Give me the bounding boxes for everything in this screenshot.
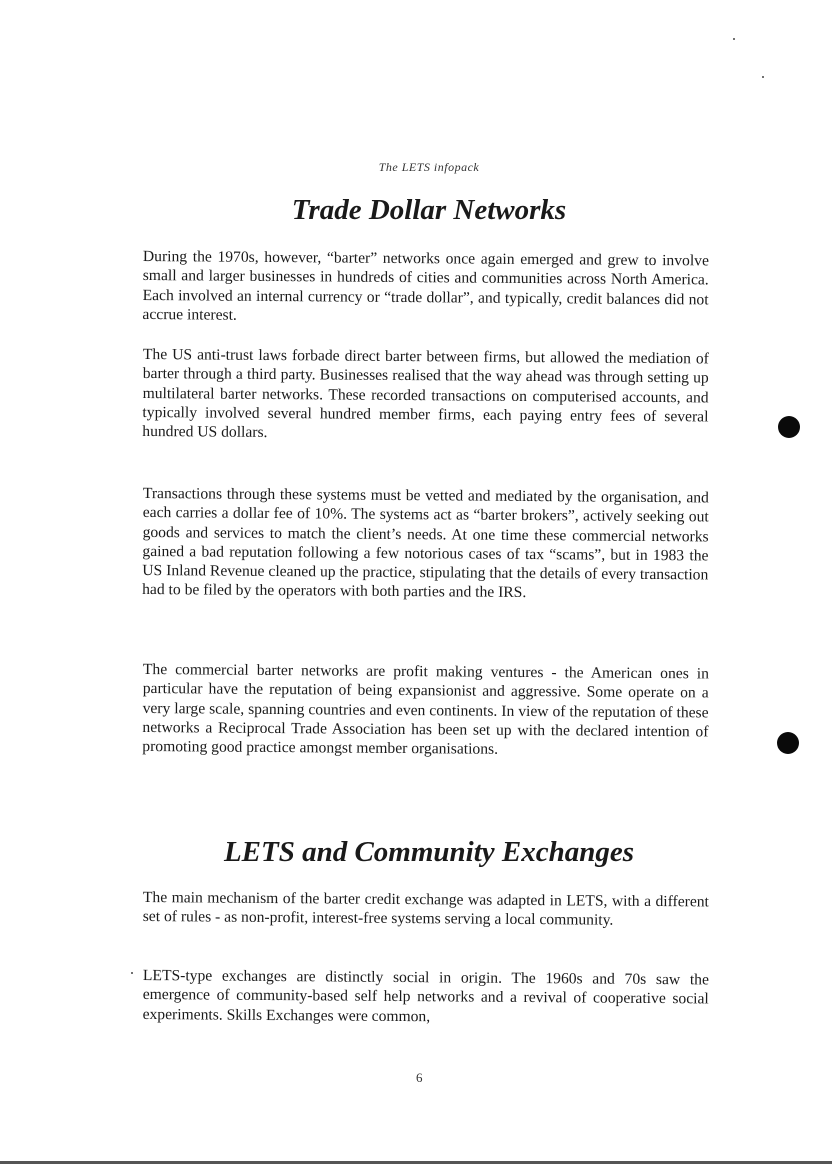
paragraph: LETS-type exchanges are distinctly social in origin. The 1960s and 70s saw the emergence of community-based self help networks and a revival of cooperative social experiments. Skills Exchanges were common, — [142, 966, 709, 1025]
paragraph: The US anti-trust laws forbade direct barter between firms, but allowed the mediation of barter through a third party. Businesses realised that the way ahead was through setting up multilateral barter networks. These recorded transactions on computerised accounts, and typically involved several hundred member firms, each paying entry fees of several hundred US dollars. — [142, 345, 709, 442]
section-title-lets-community-exchanges: LETS and Community Exchanges — [223, 836, 635, 868]
paragraph: Transactions through these systems must be vetted and mediated by the organisation, and each carries a dollar fee of 10%. The systems act as “barter brokers”, actively seeking out goods and services to match the client’s needs. At one time these commercial networks gained a bad reputation following a few notorious cases of tax “scams”, but in 1983 the US Inland Revenue cleaned up the practice, stipulating that the details of every transaction had to be filed by the operators with both parties and the IRS. — [142, 484, 709, 602]
paragraph: During the 1970s, however, “barter” networks once again emerged and grew to involve small and larger businesses in hundreds of cities and communities across North America. Each involved an internal currency or “trade dollar”, and typically, credit balances did not accrue interest. — [142, 247, 709, 324]
running-header: The LETS infopack — [378, 160, 480, 174]
section-title-trade-dollar-networks: Trade Dollar Networks — [291, 194, 567, 226]
punch-hole-mark — [777, 732, 799, 754]
paragraph: The commercial barter networks are profit making ventures - the American ones in particular have the reputation of being expansionist and aggressive. Some operate on a very large scale, spanning countries and even continents. In view of the reputation of these networks a Reciprocal Trade Association has been set up with the declared intention of promoting good practice amongst member organisations. — [142, 660, 709, 758]
scan-speck — [733, 38, 735, 40]
scan-speck — [131, 972, 133, 974]
punch-hole-mark — [778, 416, 800, 438]
scan-speck — [762, 76, 764, 78]
scan-bottom-edge — [0, 1161, 832, 1164]
page-number: 6 — [416, 1070, 423, 1085]
paragraph: The main mechanism of the barter credit exchange was adapted in LETS, with a different set of rules - as non-profit, interest-free systems serving a local community. — [142, 888, 709, 929]
